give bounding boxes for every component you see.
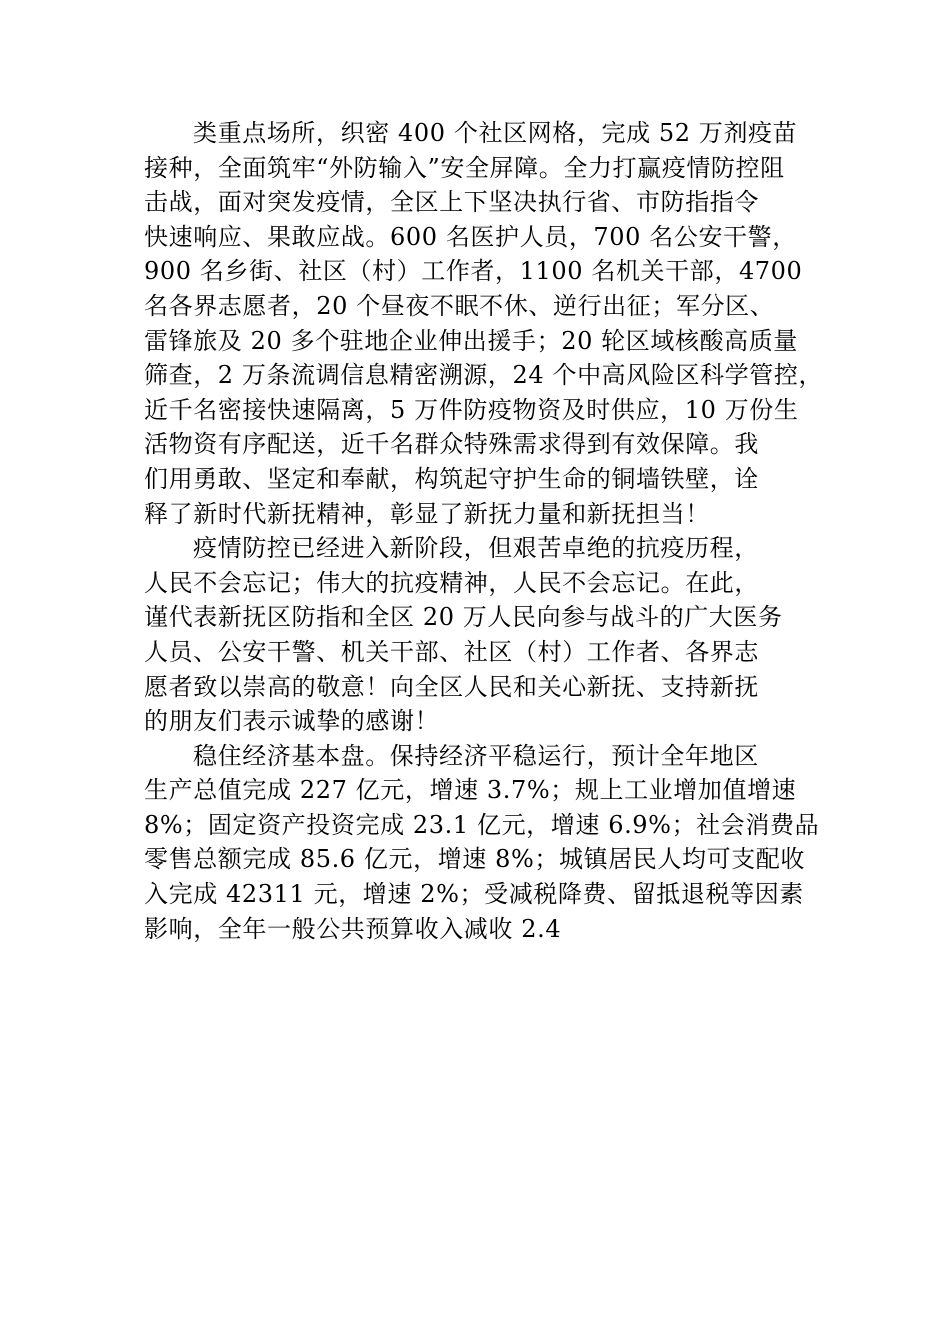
paragraph-gratitude	[144, 531, 834, 739]
text-line: 快速响应、果敢应战。600 名医护人员，700 名公安干警，	[144, 222, 797, 251]
text-line: 的朋友们表示诚挚的感谢！	[144, 707, 440, 736]
text-line: 名各界志愿者，20 个昼夜不眠不休、逆行出征；军分区、	[144, 291, 775, 320]
text-line: 击战，面对突发疫情，全区上下坚决执行省、市防指指令	[144, 188, 759, 217]
text-line: 谨代表新抚区防指和全区 20 万人民向参与战斗的广大医务	[144, 603, 783, 632]
text-line: 900 名乡街、社区（村）工作者，1100 名机关干部，4700	[144, 257, 803, 286]
text-line: 入完成 42311 元，增速 2%；受减税降费、留抵退税等因素	[144, 880, 804, 909]
paragraph-economy	[144, 739, 834, 947]
text-line: 愿者致以崇高的敬意！向全区人民和关心新抚、支持新抚	[144, 672, 759, 701]
text-line: 筛查，2 万条流调信息精密溯源，24 个中高风险区科学管控，	[144, 361, 824, 390]
document-body	[144, 116, 834, 946]
text-line: 活物资有序配送，近千名群众特殊需求得到有效保障。我	[144, 430, 759, 459]
text-line: 类重点场所，织密 400 个社区网格，完成 52 万剂疫苗	[193, 119, 798, 147]
text-line: 影响，全年一般公共预算收入减收 2.4	[144, 914, 562, 943]
text-line: 稳住经济基本盘。保持经济平稳运行，预计全年地区	[193, 741, 759, 770]
paragraph-epidemic-achievements	[144, 116, 834, 531]
text-line: 疫情防控已经进入新阶段，但艰苦卓绝的抗疫历程，	[193, 534, 759, 563]
text-line: 雷锋旅及 20 多个驻地企业伸出援手；20 轮区域核酸高质量	[144, 326, 798, 355]
text-line: 释了新时代新抚精神，彰显了新抚力量和新抚担当！	[144, 499, 710, 528]
text-line: 8%；固定资产投资完成 23.1 亿元，增速 6.9%；社会消费品	[144, 810, 820, 839]
text-line: 零售总额完成 85.6 亿元，增速 8%；城镇居民人均可支配收	[144, 845, 805, 874]
text-line: 人民不会忘记；伟大的抗疫精神，人民不会忘记。在此，	[144, 568, 759, 597]
text-line: 近千名密接快速隔离，5 万件防疫物资及时供应，10 万份生	[144, 395, 799, 424]
text-line: 们用勇敢、坚定和奉献，构筑起守护生命的铜墙铁壁，诠	[144, 464, 759, 493]
text-line: 接种，全面筑牢“外防输入”安全屏障。全力打赢疫情防控阻	[144, 153, 785, 182]
text-line: 人员、公安干警、机关干部、社区（村）工作者、各界志	[144, 637, 759, 666]
text-line: 生产总值完成 227 亿元，增速 3.7%；规上工业增加值增速	[144, 776, 797, 805]
